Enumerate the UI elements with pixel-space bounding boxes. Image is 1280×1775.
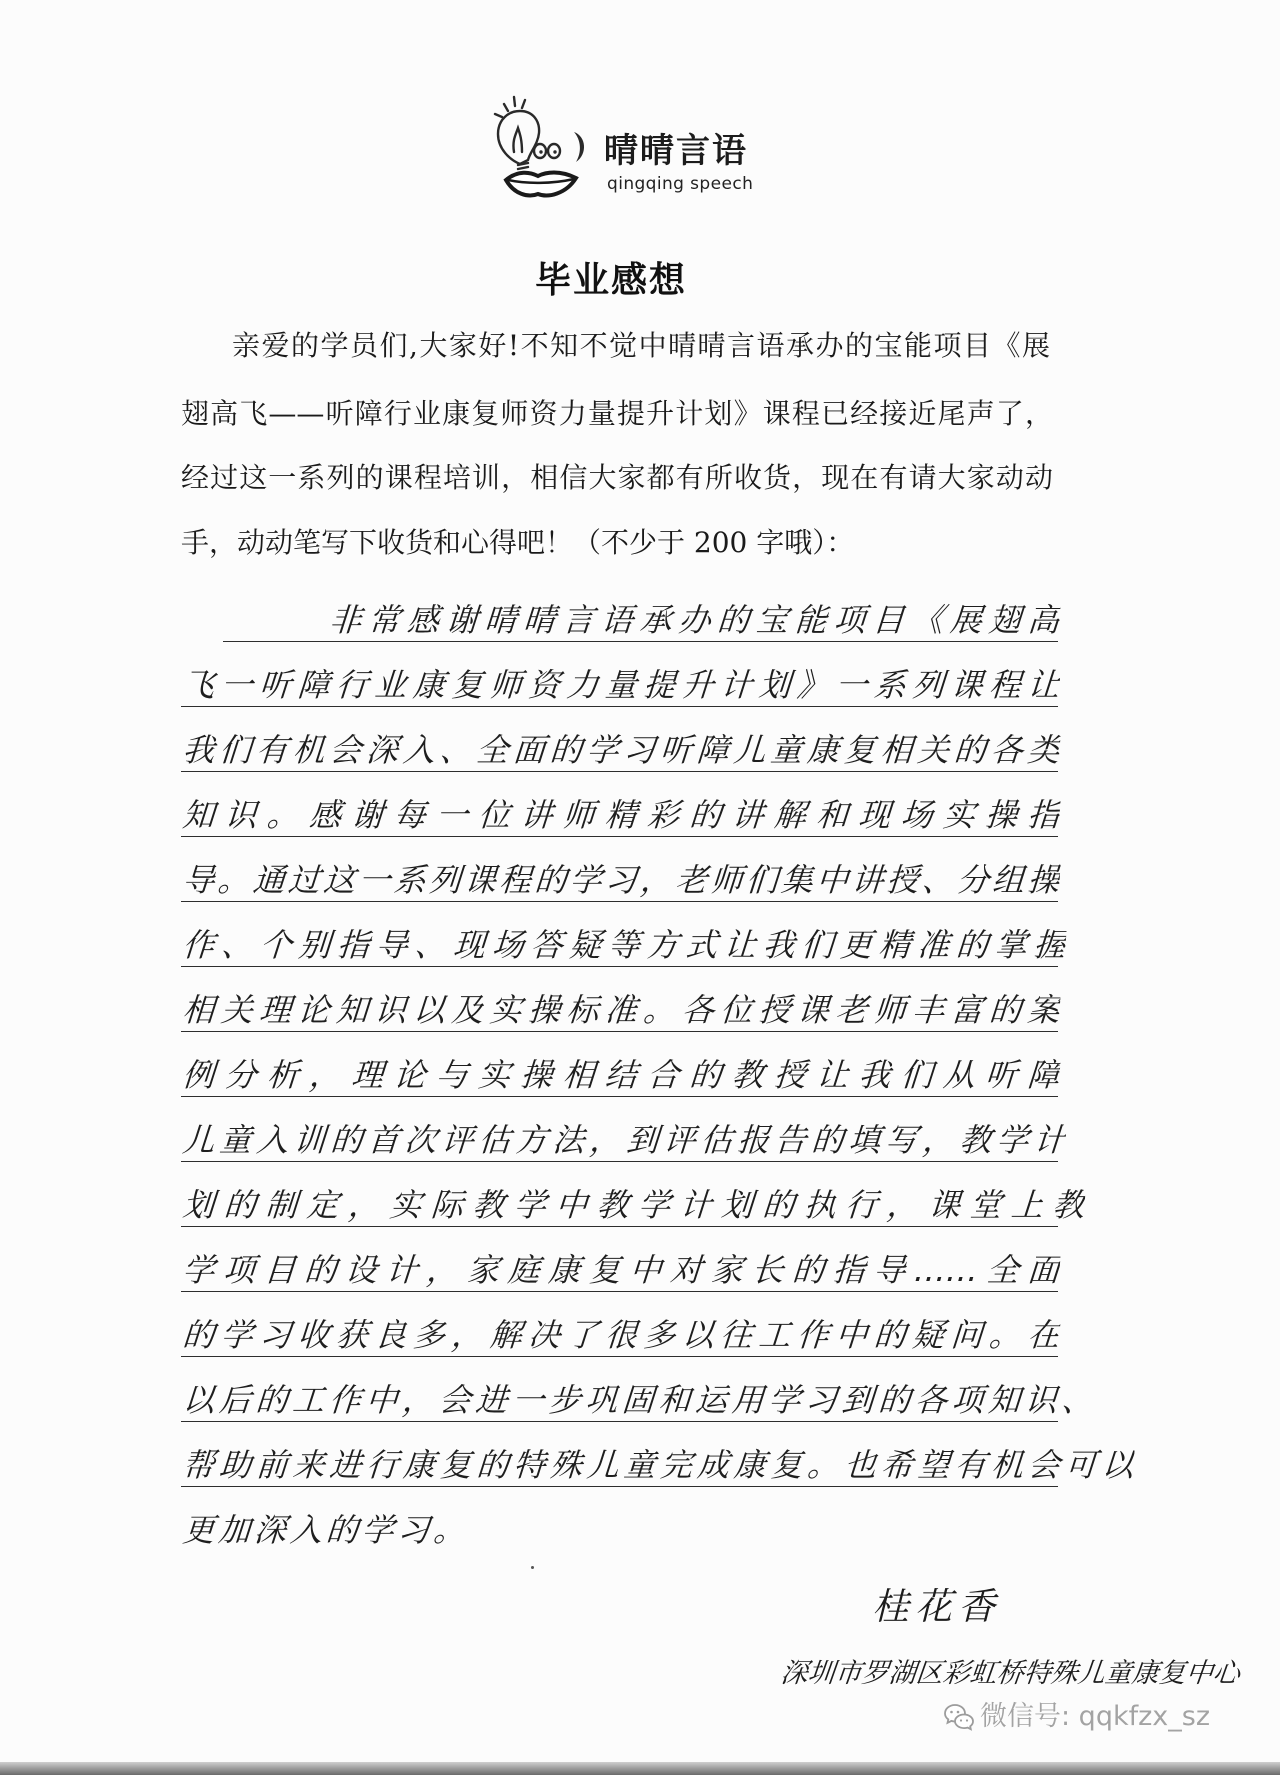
scan-edge: [0, 1762, 1280, 1775]
prompt-line: 经过这一系列的课程培训，相信大家都有所收货，现在有请大家动动: [181, 461, 1053, 494]
ruled-line: [181, 1108, 1132, 1173]
ruled-line: [181, 588, 1132, 653]
ruled-line: [181, 783, 1132, 848]
underline-rule: [181, 1161, 1058, 1162]
page-title: 毕业感想: [534, 260, 687, 301]
underline-rule: [181, 966, 1058, 967]
ruled-line: [181, 1303, 1132, 1368]
lightbulb-face-icon: [490, 94, 594, 202]
handwritten-line: 学项目的设计，家庭康复中对家长的指导……全面: [181, 1251, 1061, 1289]
handwritten-line: 儿童入训的首次评估方法，到评估报告的填写，教学计: [181, 1121, 1067, 1159]
ruled-line: [181, 1433, 1135, 1498]
underline-rule: [181, 1096, 1058, 1097]
underline-rule: [181, 1291, 1058, 1292]
handwritten-line: 例分析，理论与实操相结合的教授让我们从听障: [181, 1056, 1061, 1094]
prompt-line: 翅高飞——听障行业康复师资力量提升计划》课程已经接近尾声了，: [181, 397, 1053, 430]
underline-rule: [181, 1486, 1058, 1487]
prompt-line: 亲爱的学员们,大家好!不知不觉中晴晴言语承办的宝能项目《展: [232, 329, 1050, 362]
signature-organization: 深圳市罗湖区彩虹桥特殊儿童康复中心: [779, 1658, 1242, 1689]
handwritten-line: 我们有机会深入、全面的学习听障儿童康复相关的各类: [181, 731, 1061, 769]
ruled-line: [181, 1043, 1132, 1108]
underline-rule: [181, 1226, 1058, 1227]
underline-rule: [181, 836, 1058, 837]
watermark-text: 微信号: qqkfzx_sz: [980, 1701, 1210, 1732]
handwritten-response: [181, 588, 1135, 1563]
underline-rule: [181, 1421, 1058, 1422]
underline-rule: [181, 706, 1058, 707]
handwritten-line: 飞一听障行业康复师资力量提升计划》一系列课程让: [181, 666, 1061, 704]
signature-name: 桂花香: [872, 1585, 1001, 1628]
logo-name-english: qingqing speech: [607, 174, 754, 194]
handwritten-line: 非常感谢晴晴言语承办的宝能项目《展翅高: [328, 601, 1061, 639]
ruled-line: [181, 913, 1132, 978]
handwritten-line: 导。通过这一系列课程的学习，老师们集中讲授、分组操: [181, 861, 1061, 899]
underline-rule: [223, 641, 1058, 642]
handwritten-line: 以后的工作中，会进一步巩固和运用学习到的各项知识、: [181, 1381, 1095, 1419]
handwritten-line: 划的制定，实际教学中教学计划的执行，课堂上教: [181, 1186, 1086, 1224]
underline-rule: [181, 771, 1058, 772]
ruled-line: [181, 1238, 1132, 1303]
ruled-line: [181, 1173, 1132, 1238]
ruled-line: [181, 718, 1132, 783]
ruled-line: [181, 1368, 1132, 1433]
handwritten-line: 相关理论知识以及实操标准。各位授课老师丰富的案: [181, 991, 1061, 1029]
scan-speck: [531, 1566, 534, 1569]
underline-rule: [181, 901, 1058, 902]
handwritten-line: 更加深入的学习。: [181, 1511, 467, 1549]
ruled-line: [181, 1498, 1132, 1563]
wechat-icon: [944, 1703, 974, 1731]
underline-rule: [181, 1356, 1058, 1357]
handwritten-line: 知识。感谢每一位讲师精彩的讲解和现场实操指: [181, 796, 1061, 834]
underline-rule: [181, 1031, 1058, 1032]
handwritten-line: 帮助前来进行康复的特殊儿童完成康复。也希望有机会可以: [181, 1446, 1135, 1484]
ruled-line: [181, 978, 1132, 1043]
handwritten-line: 的学习收获良多，解决了很多以往工作中的疑问。在: [181, 1316, 1061, 1354]
logo-name-chinese: 晴晴言语: [604, 131, 748, 171]
ruled-line: [181, 653, 1132, 718]
prompt-line: 手，动动笔写下收货和心得吧！（不少于 200 字哦）：: [181, 526, 855, 559]
handwritten-line: 作、个别指导、现场答疑等方式让我们更精准的掌握: [181, 926, 1067, 964]
ruled-line: [181, 848, 1132, 913]
